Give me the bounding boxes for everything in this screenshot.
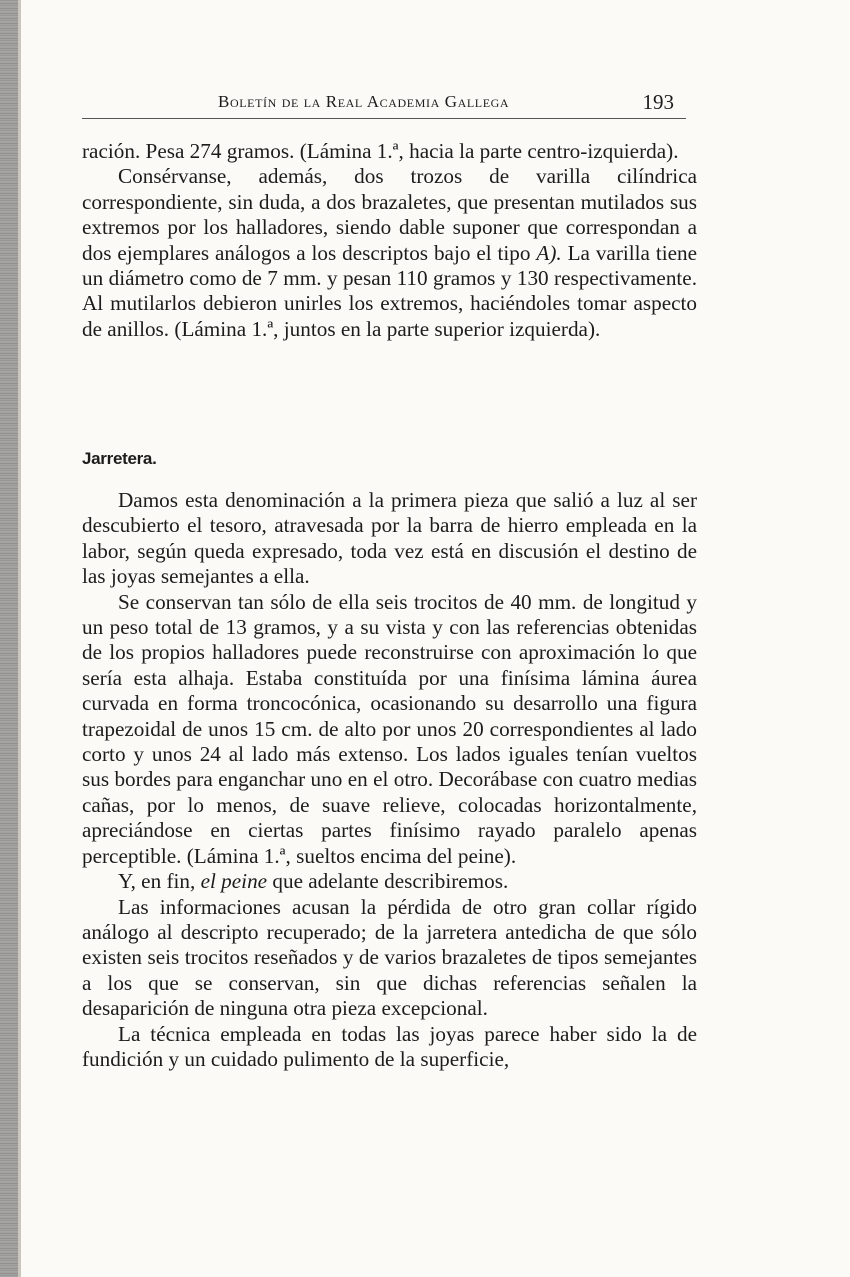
header-rule (82, 118, 686, 119)
paragraph-brazaletes (82, 164, 697, 342)
paragraph-brazaletes-text-a: Consérvanse, además, dos trozos de varilla cilíndrica correspondiente, sin duda, a dos brazaletes, que presentan mutilados sus extremos por los halladores, siendo dable suponer que correspondan a dos ejemplares análogos a los descriptos bajo el tipo (82, 164, 697, 265)
paragraph-informaciones: Las informaciones acusan la pérdida de otro gran collar rígido análogo al descripto recuperado; de la jarretera antedicha de que sólo existen seis trocitos reseñados y de varios brazaletes de tipos semejantes a los que se conservan, sin que dichas referencias señalen la desaparición de ninguna otra pieza excepcional. (82, 894, 697, 1021)
paragraph-peine-text-a: Y, en fin, (118, 869, 201, 894)
tipo-a-reference: A). (536, 240, 562, 265)
paragraph-peine-text-b: que adelante describiremos. (267, 869, 509, 894)
paragraph-tecnica: La técnica empleada en todas las joyas parece haber sido la de fundición y un cuidado pulimento de la superficie, (82, 1021, 697, 1071)
page-gutter (18, 0, 21, 1277)
text-block-top (82, 139, 697, 342)
page-number: 193 (642, 90, 674, 114)
paragraph-brazaletes-text-b: La varilla tiene un diámetro como de 7 mm. y pesan 110 gramos y 130 respectivamente. Al mutilarlos debieron unirles los extremos, haciéndoles tomar aspecto de anillos. (Lámina 1.ª, juntos en la parte superior izquierda). (82, 240, 698, 341)
journal-title: Boletín de la Real Academia Gallega (218, 92, 510, 111)
text-block-jarretera (82, 488, 697, 1072)
running-header (82, 88, 694, 118)
paragraph-jarretera-intro: Damos esta denominación a la primera pieza que salió a luz al ser descubierto el tesoro, atravesada por la barra de hierro empleada en la labor, según queda expresado, toda vez está en discusión el destino de las joyas semejantes a ella. (82, 488, 697, 589)
scan-binding-edge (0, 0, 18, 1277)
paragraph-jarretera-description: Se conservan tan sólo de ella seis trocitos de 40 mm. de longitud y un peso total de 13 gramos, y a su vista y con las referencias obtenidas de los propios halladores puede reconstruirse con aproximación lo que sería esta alhaja. Estaba constituída por una finísima lámina áurea curvada en forma troncocónica, ocasionando su desarrollo una figura trapezoidal de unos 15 cm. de alto por unos 20 correspondientes al lado corto y unos 24 al lado más extenso. Los lados iguales tenían vueltos sus bordes para enganchar uno en el otro. Decorábase con cuatro medias cañas, por lo menos, de suave relieve, colocadas horizontalmente, apreciándose en ciertas partes finísimo rayado paralelo apenas perceptible. (Lámina 1.ª, sueltos encima del peine). (82, 589, 697, 868)
paragraph-continuation: ración. Pesa 274 gramos. (Lámina 1.ª, hacia la parte centro-izquierda). (82, 139, 679, 163)
paragraph-peine (82, 869, 697, 894)
section-heading: Jarretera. (82, 449, 157, 468)
el-peine-italic: el peine (200, 869, 268, 894)
